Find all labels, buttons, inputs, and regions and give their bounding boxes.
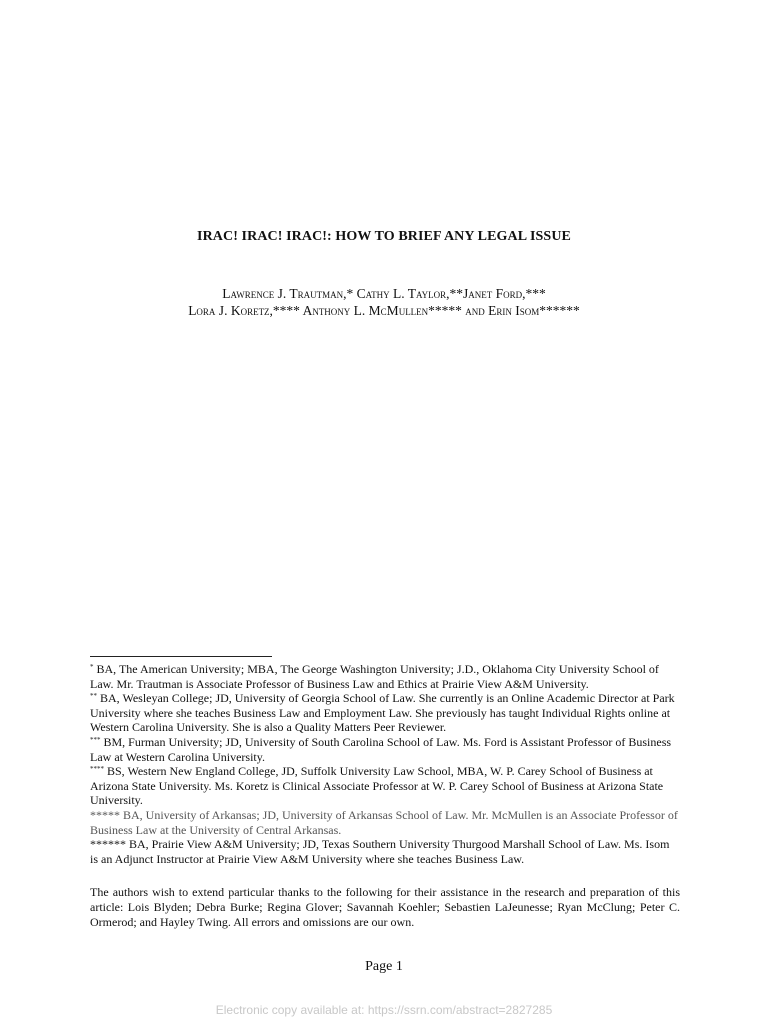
footnote-rule xyxy=(90,656,272,657)
footnote-text: BA, The American University; MBA, The George Washington University; J.D., Oklahoma City University School of Law. Mr. Trautman is Associate Professor of Business Law and Ethics at Prairie View A&M University. xyxy=(90,662,659,691)
footnote-text: ***** BA, University of Arkansas; JD, University of Arkansas School of Law. Mr. McMullen is an Associate Professor of Business Law at the University of Central Arkansas. xyxy=(90,807,678,837)
ssrn-watermark: Electronic copy available at: https://ssrn.com/abstract=2827285 xyxy=(215,1003,553,1017)
footnote-text: BS, Western New England College, JD, Suffolk University Law School, MBA, W. P. Carey School of Business at Arizona State University. Ms. Koretz is Clinical Associate Professor at W. P. Carey School of Business at Arizona State University. xyxy=(90,764,664,808)
footnote-mark: **** xyxy=(90,765,104,774)
footnote-4 xyxy=(90,764,680,808)
footnote-1 xyxy=(90,662,680,691)
footnote-text: BA, Wesleyan College; JD, University of Georgia School of Law. She currently is an Online Academic Director at Park University where she teaches Business Law and Employment Law. She previously has taught Individual Rights online at Western Carolina University. She is also a Quality Matters Peer Reviewer. xyxy=(90,691,675,735)
author-line-1: Lawrence J. Trautman,* Cathy L. Taylor,**Janet Ford,*** xyxy=(222,286,546,301)
footnote-5 xyxy=(90,808,680,837)
page-number: Page 1 xyxy=(365,959,403,974)
footnote-6 xyxy=(90,837,680,866)
acknowledgements: The authors wish to extend particular thanks to the following for their assistance in the research and preparation of this article: Lois Blyden; Debra Burke; Regina Glover; Savannah Koehler; Sebastien LaJeunesse; Ryan McClung; Peter C. Ormerod; and Hayley Twing. All errors and omissions are our own. xyxy=(90,885,680,929)
footnote-3 xyxy=(90,735,680,764)
footnote-text: BM, Furman University; JD, University of South Carolina School of Law. Ms. Ford is Assistant Professor of Business Law at Western Carolina University. xyxy=(90,734,672,764)
footnote-2 xyxy=(90,691,680,735)
paper-title: IRAC! IRAC! IRAC!: HOW TO BRIEF ANY LEGAL ISSUE xyxy=(197,229,571,244)
author-line-2: Lora J. Koretz,**** Anthony L. McMullen***** and Erin Isom****** xyxy=(188,303,580,318)
footnote-text: ****** BA, Prairie View A&M University; JD, Texas Southern University Thurgood Marshall School of Law. Ms. Isom is an Adjunct Instructor at Prairie View A&M University where she teaches Business Law. xyxy=(90,837,670,866)
footnotes xyxy=(90,662,680,866)
footnote-mark: * xyxy=(90,663,94,671)
author-list xyxy=(0,285,768,319)
footnote-mark: ** xyxy=(90,692,97,701)
footnote-mark: *** xyxy=(90,735,101,744)
